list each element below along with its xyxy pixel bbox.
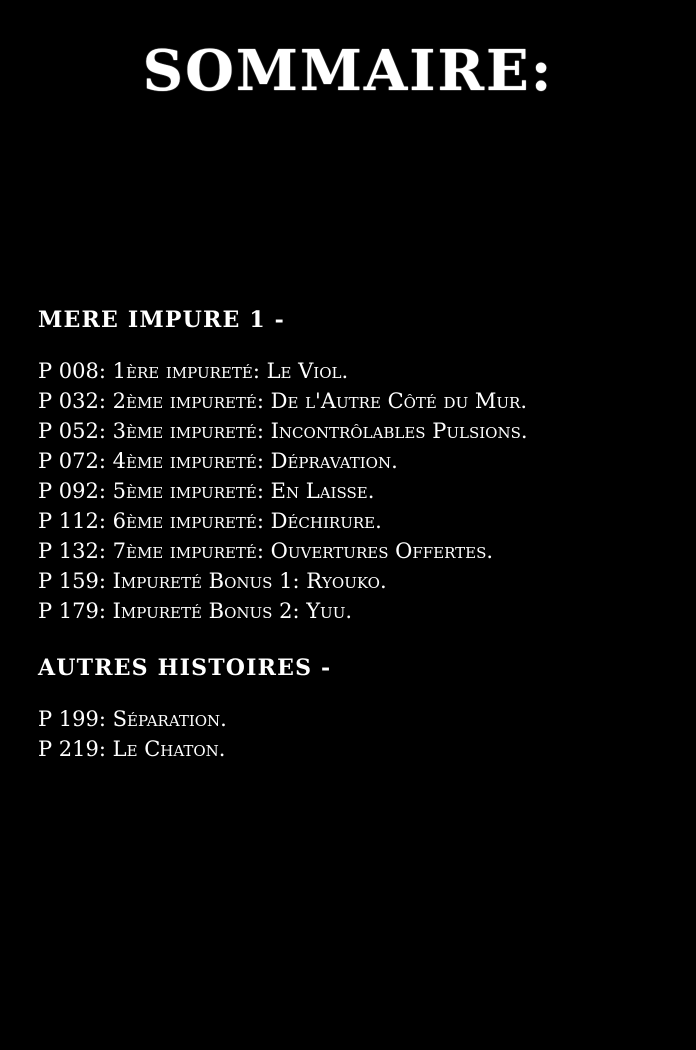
entry-list <box>38 356 678 626</box>
list-item: P 132: 7ème impureté: Ouvertures Offertes. <box>38 539 494 564</box>
section-autres-histoires <box>38 656 678 764</box>
section-spacer <box>38 626 678 656</box>
list-item: P 199: Séparation. <box>38 707 227 732</box>
list-item: P 032: 2ème impureté: De l'Autre Côté du Mur. <box>38 389 528 414</box>
section-mere-impure <box>38 308 678 626</box>
list-item: P 112: 6ème impureté: Déchirure. <box>38 509 382 534</box>
list-item: P 219: Le Chaton. <box>38 737 226 762</box>
list-item: P 008: 1ère impureté: Le Viol. <box>38 359 349 384</box>
list-item: P 179: Impureté Bonus 2: Yuu. <box>38 599 353 624</box>
list-item: P 072: 4ème impureté: Dépravation. <box>38 449 398 474</box>
list-item: P 159: Impureté Bonus 1: Ryouko. <box>38 569 387 594</box>
section-heading: MERE IMPURE 1 - <box>38 307 286 333</box>
contents-body <box>38 308 678 764</box>
list-item: P 092: 5ème impureté: En Laisse. <box>38 479 375 504</box>
list-item: P 052: 3ème impureté: Incontrôlables Pulsions. <box>38 419 528 444</box>
page-title: SOMMAIRE: <box>142 38 554 104</box>
section-heading: AUTRES HISTOIRES - <box>38 655 332 682</box>
entry-list <box>38 704 678 764</box>
